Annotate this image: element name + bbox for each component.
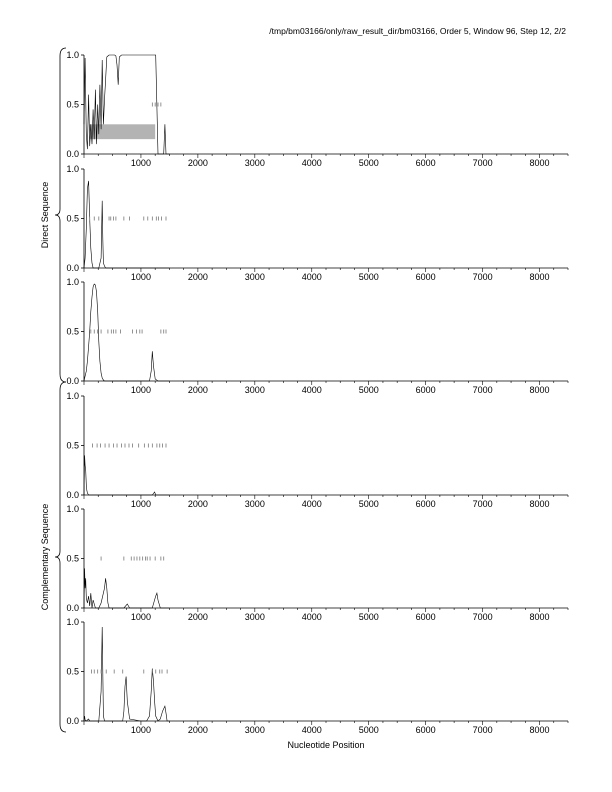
- x-tick-label: 1000: [130, 725, 151, 735]
- x-tick-label: 4000: [301, 499, 322, 509]
- x-tick-label: 6000: [415, 499, 436, 509]
- y-tick-label: 0.0: [66, 716, 79, 726]
- x-tick-label: 7000: [472, 725, 493, 735]
- group-label: Complementary Sequence: [40, 503, 50, 611]
- x-tick-label: 6000: [415, 272, 436, 282]
- group-label: Direct Sequence: [40, 181, 50, 249]
- y-tick-label: 0.0: [66, 263, 79, 273]
- x-tick-label: 7000: [472, 272, 493, 282]
- x-tick-label: 1000: [130, 612, 151, 622]
- x-tick-label: 1000: [130, 272, 151, 282]
- y-tick-label: 1.0: [66, 164, 79, 174]
- y-tick-label: 0.5: [66, 666, 79, 677]
- y-tick-label: 1.0: [66, 617, 79, 627]
- x-tick-label: 7000: [472, 385, 493, 395]
- x-tick-label: 6000: [415, 612, 436, 622]
- x-tick-label: 2000: [187, 725, 208, 735]
- x-tick-label: 3000: [244, 499, 265, 509]
- x-tick-label: 8000: [529, 272, 550, 282]
- x-tick-label: 2000: [187, 499, 208, 509]
- y-tick-label: 0.0: [66, 376, 79, 386]
- x-tick-label: 4000: [301, 272, 322, 282]
- x-tick-label: 5000: [358, 158, 379, 168]
- y-tick-label: 0.5: [66, 440, 79, 451]
- x-tick-label: 5000: [358, 725, 379, 735]
- x-axis-label: Nucleotide Position: [287, 740, 365, 750]
- x-tick-label: 8000: [529, 158, 550, 168]
- x-tick-label: 1000: [130, 499, 151, 509]
- y-tick-label: 1.0: [66, 277, 79, 287]
- series-line: [84, 455, 169, 495]
- y-tick-label: 0.5: [66, 213, 79, 224]
- x-tick-label: 7000: [472, 499, 493, 509]
- x-tick-label: 8000: [529, 612, 550, 622]
- x-tick-label: 8000: [529, 725, 550, 735]
- y-tick-label: 1.0: [66, 391, 79, 401]
- x-tick-label: 4000: [301, 385, 322, 395]
- series-line: [84, 181, 169, 268]
- series-line: [84, 627, 169, 721]
- x-tick-label: 6000: [415, 385, 436, 395]
- x-tick-label: 2000: [187, 612, 208, 622]
- y-tick-label: 1.0: [66, 504, 79, 514]
- shaded-band: [90, 124, 155, 139]
- y-tick-label: 0.5: [66, 326, 79, 337]
- x-tick-label: 8000: [529, 499, 550, 509]
- y-tick-label: 0.0: [66, 149, 79, 159]
- page-title: /tmp/bm03166/only/raw_result_dir/bm03166, Order 5, Window 96, Step 12, 2/2: [269, 26, 566, 36]
- x-tick-label: 1000: [130, 385, 151, 395]
- x-tick-label: 7000: [472, 612, 493, 622]
- x-tick-label: 8000: [529, 385, 550, 395]
- x-tick-label: 5000: [358, 499, 379, 509]
- x-tick-label: 5000: [358, 385, 379, 395]
- x-tick-label: 3000: [244, 158, 265, 168]
- x-tick-label: 5000: [358, 272, 379, 282]
- x-tick-label: 1000: [130, 158, 151, 168]
- x-tick-label: 3000: [244, 725, 265, 735]
- x-tick-label: 6000: [415, 158, 436, 168]
- x-tick-label: 3000: [244, 272, 265, 282]
- x-tick-label: 7000: [472, 158, 493, 168]
- x-tick-label: 2000: [187, 385, 208, 395]
- group-brace: [55, 382, 66, 732]
- x-tick-label: 3000: [244, 385, 265, 395]
- x-tick-label: 4000: [301, 725, 322, 735]
- series-line: [84, 284, 169, 381]
- x-tick-label: 3000: [244, 612, 265, 622]
- y-tick-label: 1.0: [66, 50, 79, 60]
- x-tick-label: 4000: [301, 158, 322, 168]
- x-tick-label: 2000: [187, 158, 208, 168]
- y-tick-label: 0.0: [66, 603, 79, 613]
- x-tick-label: 6000: [415, 725, 436, 735]
- x-tick-label: 5000: [358, 612, 379, 622]
- x-tick-label: 2000: [187, 272, 208, 282]
- series-line: [84, 568, 169, 608]
- y-tick-label: 0.5: [66, 99, 79, 110]
- y-tick-label: 0.0: [66, 490, 79, 500]
- y-tick-label: 0.5: [66, 553, 79, 564]
- x-tick-label: 4000: [301, 612, 322, 622]
- group-brace: [55, 48, 66, 382]
